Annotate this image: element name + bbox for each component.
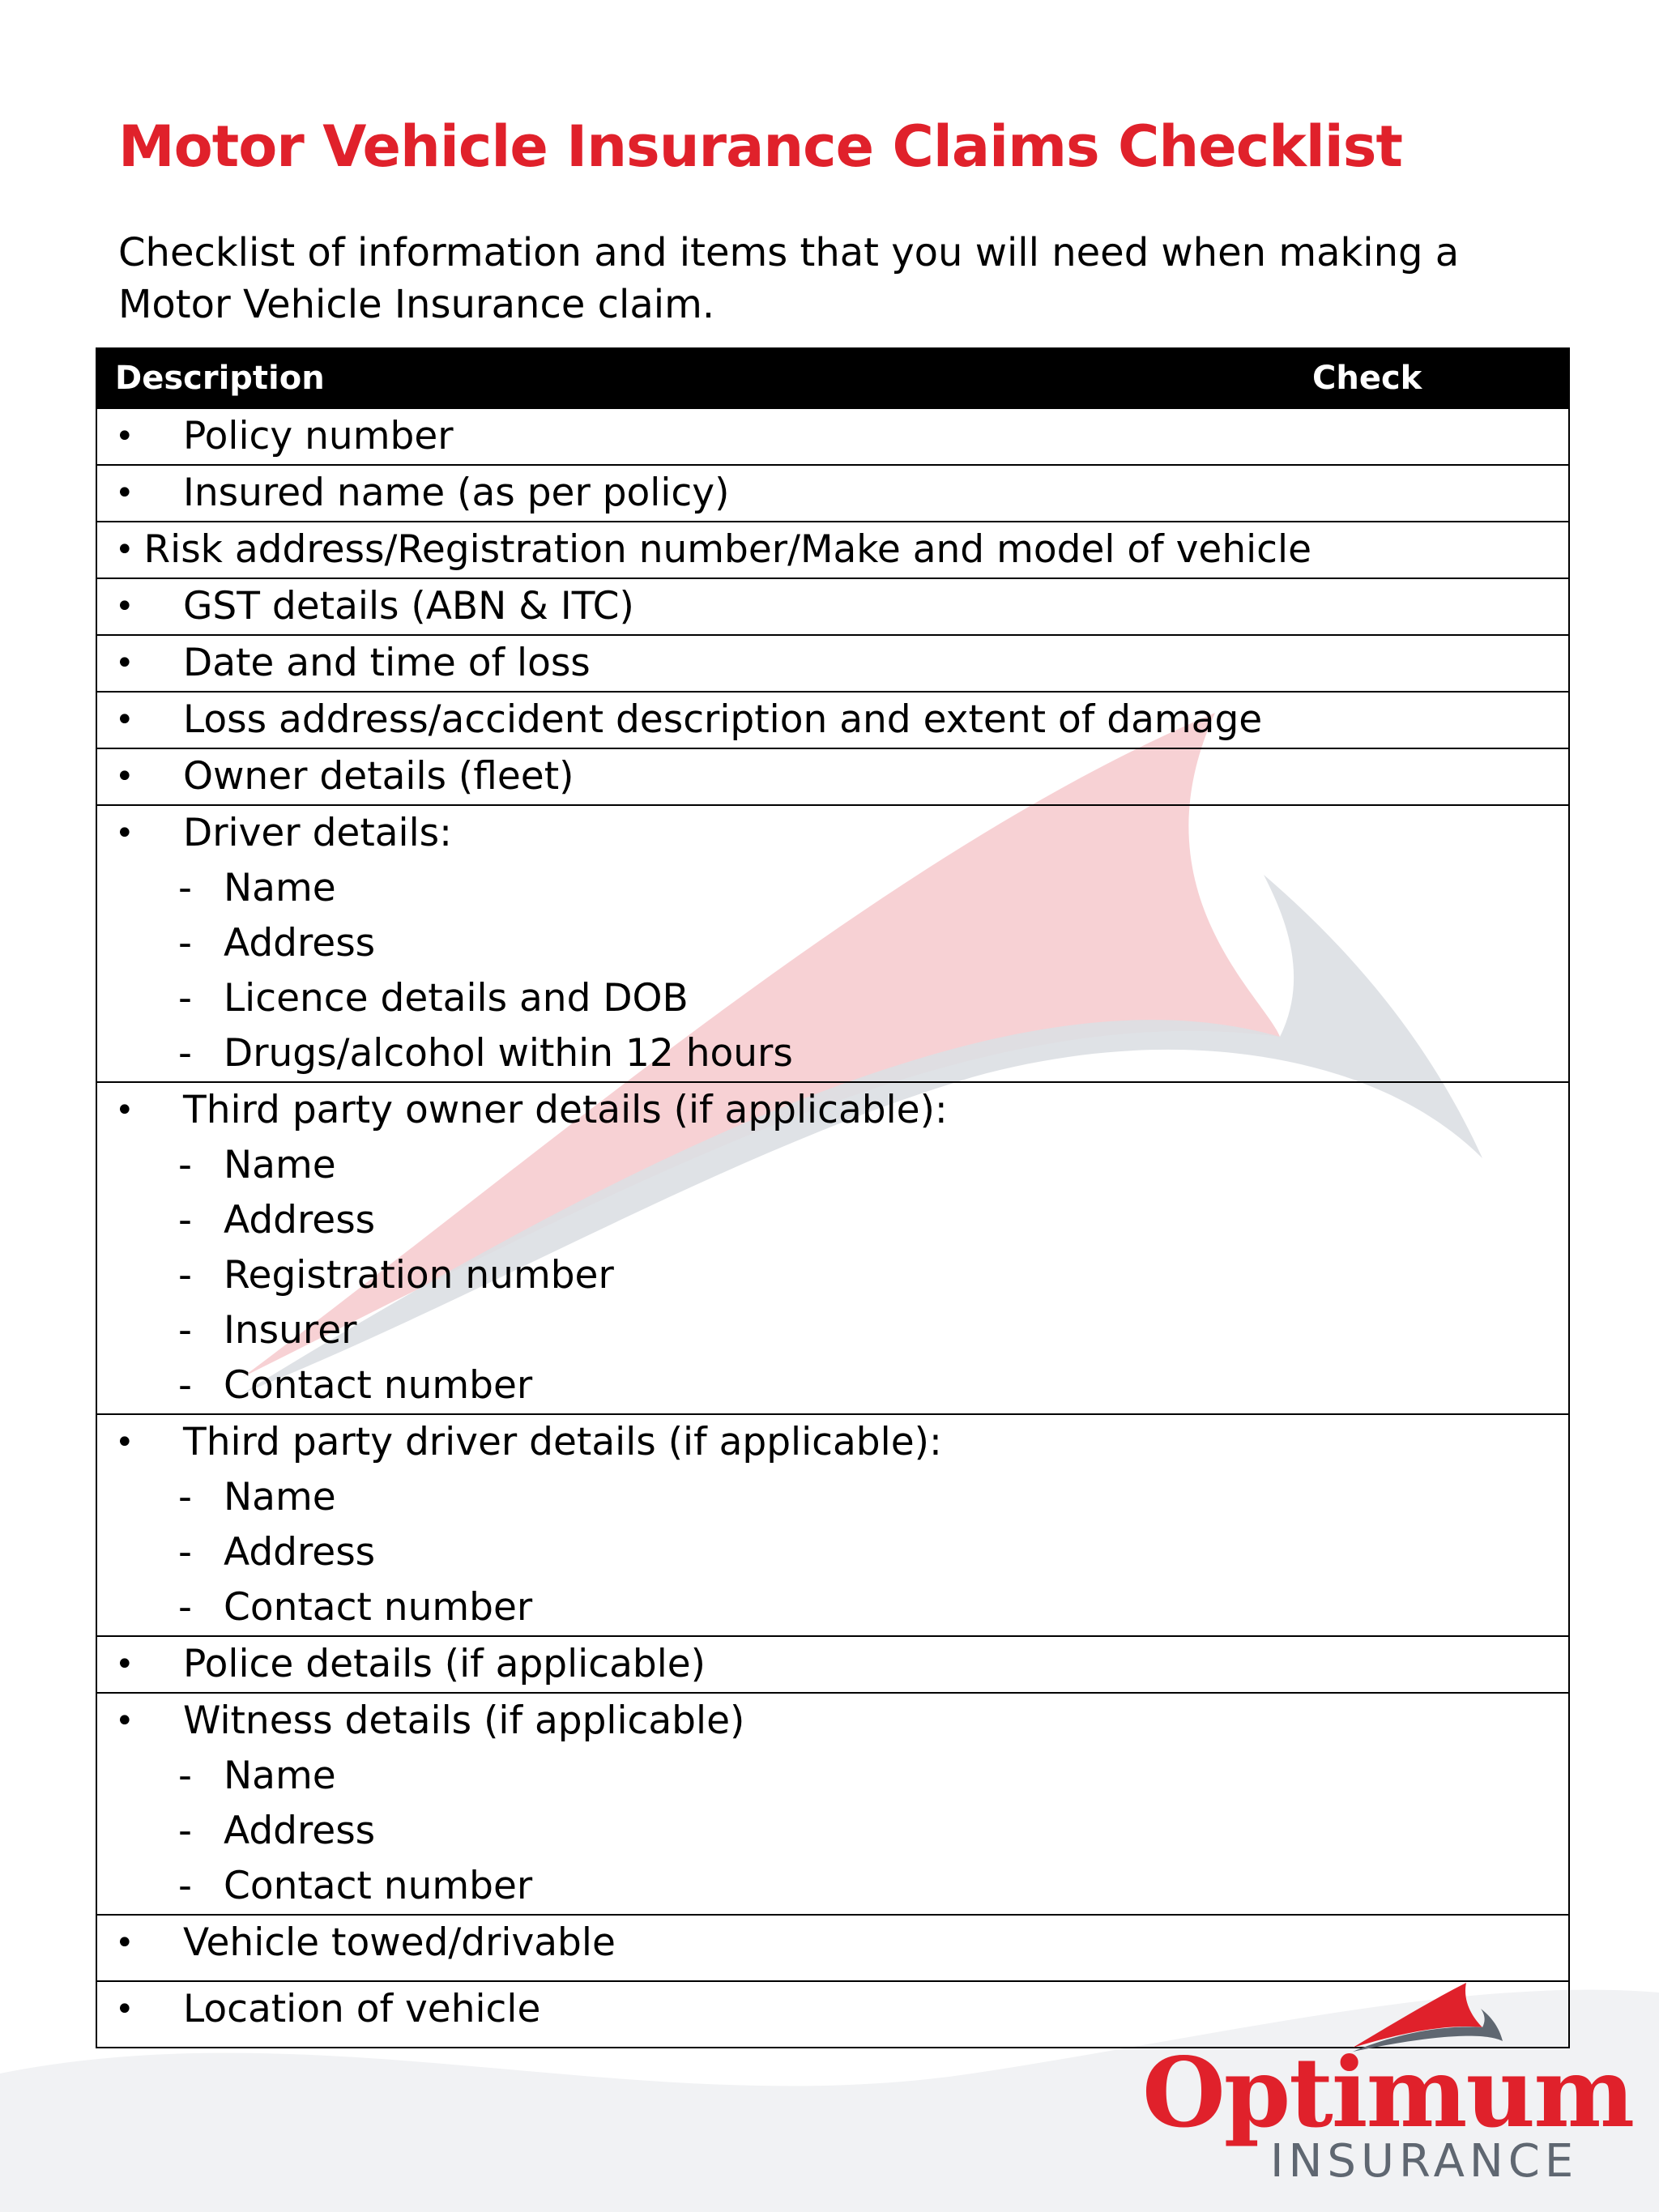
item-label: GST details (ABN & ITC) (183, 584, 634, 629)
table-row (96, 1636, 1569, 1693)
dash-icon: - (178, 1809, 192, 1853)
sub-item (97, 1580, 1311, 1635)
table-row (96, 805, 1569, 1082)
checklist-item (97, 806, 1311, 861)
description-cell (96, 692, 1311, 748)
sub-item-label: Address (224, 921, 376, 965)
item-label: Third party owner details (if applicable): (183, 1088, 948, 1132)
checklist-item (97, 409, 1311, 464)
sub-item (97, 1804, 1311, 1859)
bullet-icon: • (115, 1646, 134, 1683)
check-cell[interactable] (1311, 1915, 1569, 1981)
description-cell (96, 1693, 1311, 1915)
bullet-icon: • (115, 701, 134, 739)
sub-item (97, 1358, 1311, 1413)
bullet-icon: • (115, 531, 134, 569)
dash-icon: - (178, 921, 192, 965)
bullet-icon: • (115, 1703, 134, 1740)
sub-item (97, 1470, 1311, 1525)
sub-item (97, 861, 1311, 916)
sub-item (97, 1303, 1311, 1358)
item-label: Vehicle towed/drivable (183, 1920, 616, 1965)
description-header: Description (96, 348, 1311, 408)
item-label: Driver details: (183, 811, 452, 855)
description-cell (96, 1981, 1311, 2048)
dash-icon: - (178, 1530, 192, 1575)
dash-icon: - (178, 1031, 192, 1076)
dash-icon: - (178, 1585, 192, 1630)
check-cell[interactable] (1311, 635, 1569, 692)
page-title: Motor Vehicle Insurance Claims Checklist (118, 113, 1402, 180)
sub-item-label: Name (224, 1143, 336, 1187)
checklist-item (97, 636, 1311, 691)
item-label: Loss address/accident description and extent of damage (183, 697, 1263, 742)
sub-item-label: Registration number (224, 1253, 614, 1298)
sub-item-label: Insurer (224, 1308, 357, 1353)
dash-icon: - (178, 1864, 192, 1908)
claims-checklist-table (96, 347, 1570, 2048)
bullet-icon: • (115, 1924, 134, 1962)
dash-icon: - (178, 1198, 192, 1242)
bullet-icon: • (115, 1991, 134, 2028)
check-cell[interactable] (1311, 465, 1569, 522)
table-row (96, 748, 1569, 805)
bullet-icon: • (115, 1092, 134, 1129)
bullet-icon: • (115, 475, 134, 512)
table-row (96, 1414, 1569, 1636)
table-row (96, 1082, 1569, 1414)
item-label: Policy number (183, 414, 454, 458)
checklist-item (97, 1916, 1311, 1971)
dash-icon: - (178, 1143, 192, 1187)
check-cell[interactable] (1311, 522, 1569, 578)
check-cell[interactable] (1311, 1082, 1569, 1414)
intro-text (118, 227, 1495, 330)
table-row (96, 408, 1569, 465)
table-row (96, 635, 1569, 692)
sub-item (97, 1749, 1311, 1804)
bullet-icon: • (115, 588, 134, 625)
sub-item (97, 971, 1311, 1026)
sub-item-label: Contact number (224, 1585, 533, 1630)
table-row (96, 692, 1569, 748)
check-cell[interactable] (1311, 1414, 1569, 1636)
item-label: Witness details (if applicable) (183, 1698, 745, 1743)
sub-item-label: Address (224, 1809, 376, 1853)
bullet-icon: • (115, 1424, 134, 1461)
description-cell (96, 1082, 1311, 1414)
table-row (96, 578, 1569, 635)
description-cell (96, 522, 1311, 578)
check-cell[interactable] (1311, 578, 1569, 635)
intro-line: Checklist of information and items that you will need when making a (118, 230, 1460, 275)
description-cell (96, 1636, 1311, 1693)
check-cell[interactable] (1311, 1693, 1569, 1915)
sub-item (97, 1193, 1311, 1248)
check-cell[interactable] (1311, 748, 1569, 805)
sub-item-label: Name (224, 1475, 336, 1519)
description-cell (96, 465, 1311, 522)
bullet-icon: • (115, 645, 134, 682)
dash-icon: - (178, 1253, 192, 1298)
description-cell (96, 1915, 1311, 1981)
dash-icon: - (178, 1475, 192, 1519)
checklist-item (97, 1637, 1311, 1692)
description-cell (96, 408, 1311, 465)
dash-icon: - (178, 976, 192, 1021)
item-label: Police details (if applicable) (183, 1642, 706, 1686)
description-cell (96, 805, 1311, 1082)
table-header-row (96, 348, 1569, 408)
table-row (96, 1693, 1569, 1915)
table-row (96, 1915, 1569, 1981)
logo-tagline: INSURANCE (1270, 2135, 1579, 2188)
dash-icon: - (178, 1308, 192, 1353)
intro-line: Motor Vehicle Insurance claim. (118, 282, 715, 327)
sub-item (97, 1525, 1311, 1580)
sub-item-label: Address (224, 1530, 376, 1575)
sub-item (97, 1138, 1311, 1193)
sub-item (97, 1026, 1311, 1081)
table-body (96, 408, 1569, 2048)
checklist-item (97, 1694, 1311, 1749)
item-label: Third party driver details (if applicable): (183, 1420, 942, 1464)
sub-item-label: Drugs/alcohol within 12 hours (224, 1031, 793, 1076)
check-header (1311, 348, 1569, 408)
checklist-item (97, 1982, 1311, 2037)
sub-item-label: Contact number (224, 1864, 533, 1908)
checklist-item (97, 1083, 1311, 1138)
item-label: Date and time of loss (183, 641, 591, 685)
check-cell[interactable] (1311, 805, 1569, 1082)
item-label: Location of vehicle (183, 1987, 541, 2031)
description-cell (96, 1414, 1311, 1636)
sub-item (97, 1248, 1311, 1303)
dash-icon: - (178, 1363, 192, 1408)
checklist-item (97, 1415, 1311, 1470)
sub-item (97, 1859, 1311, 1914)
checklist-item (97, 522, 1311, 578)
description-cell (96, 635, 1311, 692)
optimum-insurance-logo (1142, 1975, 1634, 2188)
dash-icon: - (178, 1754, 192, 1798)
item-label: Risk address/Registration number/Make and model of vehicle (143, 527, 1311, 572)
item-label: Owner details (fleet) (183, 754, 574, 799)
bullet-icon: • (115, 418, 134, 455)
item-label: Insured name (as per policy) (183, 471, 730, 515)
dash-icon: - (178, 866, 192, 910)
check-cell[interactable] (1311, 1636, 1569, 1693)
sub-item-label: Name (224, 866, 336, 910)
table-row (96, 522, 1569, 578)
checklist-item (97, 749, 1311, 804)
logo-wordmark: Optimum (1142, 2036, 1634, 2149)
sub-item-label: Licence details and DOB (224, 976, 689, 1021)
check-header-label: Check (1312, 360, 1422, 397)
sub-item-label: Contact number (224, 1363, 533, 1408)
table-row (96, 465, 1569, 522)
sub-item-label: Address (224, 1198, 376, 1242)
sub-item-label: Name (224, 1754, 336, 1798)
bullet-icon: • (115, 815, 134, 852)
description-cell (96, 748, 1311, 805)
checklist-item (97, 693, 1311, 748)
bullet-icon: • (115, 758, 134, 795)
sub-item (97, 916, 1311, 971)
description-cell (96, 578, 1311, 635)
check-cell[interactable] (1311, 408, 1569, 465)
checklist-item (97, 579, 1311, 634)
check-cell[interactable] (1311, 692, 1569, 748)
checklist-item (97, 466, 1311, 521)
